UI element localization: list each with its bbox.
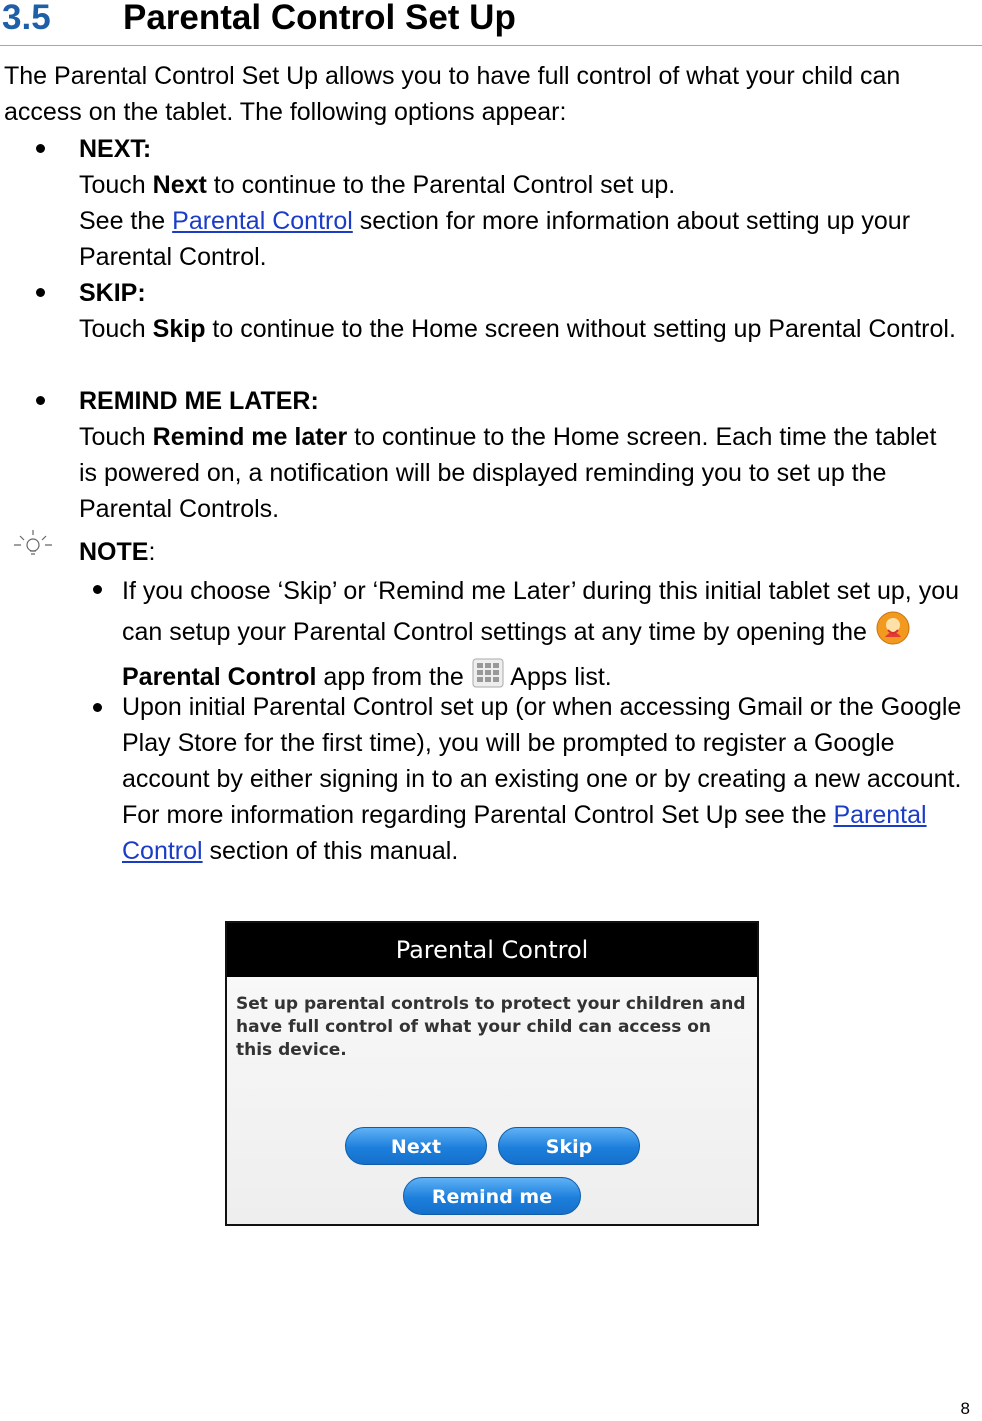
option-skip-desc: Touch Skip to continue to the Home screen without setting up Parental Control. — [79, 315, 956, 343]
option-next-desc: Touch Next to continue to the Parental Control set up. — [79, 171, 676, 199]
option-next-see: See the Parental Control section for more information about setting up your Parental Control. — [79, 207, 911, 271]
skip-button[interactable]: Skip — [498, 1127, 640, 1165]
section-heading — [0, 0, 982, 46]
page-number: 8 — [960, 1399, 970, 1418]
next-button[interactable]: Next — [345, 1127, 487, 1165]
option-remind-desc: Touch Remind me later to continue to the Home screen. Each time the tablet is powered on, a notification will be displayed reminding you to set up the Parental Controls. — [79, 423, 937, 523]
intro-paragraph: The Parental Control Set Up allows you to have full control of what your child can access on the tablet. The following options appear: — [4, 62, 901, 126]
option-remind-label: REMIND ME LATER: — [79, 387, 319, 415]
option-next — [79, 131, 959, 275]
option-skip-label: SKIP: — [79, 279, 146, 307]
bullet-icon — [93, 703, 102, 712]
remind-me-later-button[interactable]: Remind me later — [403, 1177, 581, 1215]
bullet-icon — [36, 396, 45, 405]
parental-control-screenshot — [225, 921, 759, 1246]
lightbulb-icon — [8, 528, 58, 564]
note-heading: NOTE: — [79, 538, 156, 566]
screenshot-message: Set up parental controls to protect your children and have full control of what your child can access on this device. — [236, 994, 746, 1060]
option-remind — [79, 383, 959, 527]
option-skip — [79, 275, 959, 347]
section-title: Parental Control Set Up — [123, 0, 516, 37]
note-item-2: Upon initial Parental Control set up (or when accessing Gmail or the Google Play Store for the first time), you will be prompted to register a Google account by either signing in to an existing one or by creating a new account. For more information regarding Parental Control Set Up see the Parental Control section of this manual. — [122, 693, 962, 865]
bullet-icon — [36, 144, 45, 153]
note-item-1: If you choose ‘Skip’ or ‘Remind me Later’ during this initial tablet set up, you can setup your Parental Control settings at any time by opening the Parental Control app from the Apps list. — [122, 572, 977, 700]
section-number: 3.5 — [2, 0, 51, 37]
option-next-label: NEXT: — [79, 135, 152, 163]
parental-control-link[interactable]: Parental Control — [122, 801, 927, 865]
screenshot-title-bar: Parental Control — [227, 923, 757, 977]
bullet-icon — [36, 288, 45, 297]
parental-control-app-icon — [874, 610, 912, 657]
parental-control-link[interactable]: Parental Control — [172, 207, 353, 235]
bullet-icon — [93, 585, 102, 594]
